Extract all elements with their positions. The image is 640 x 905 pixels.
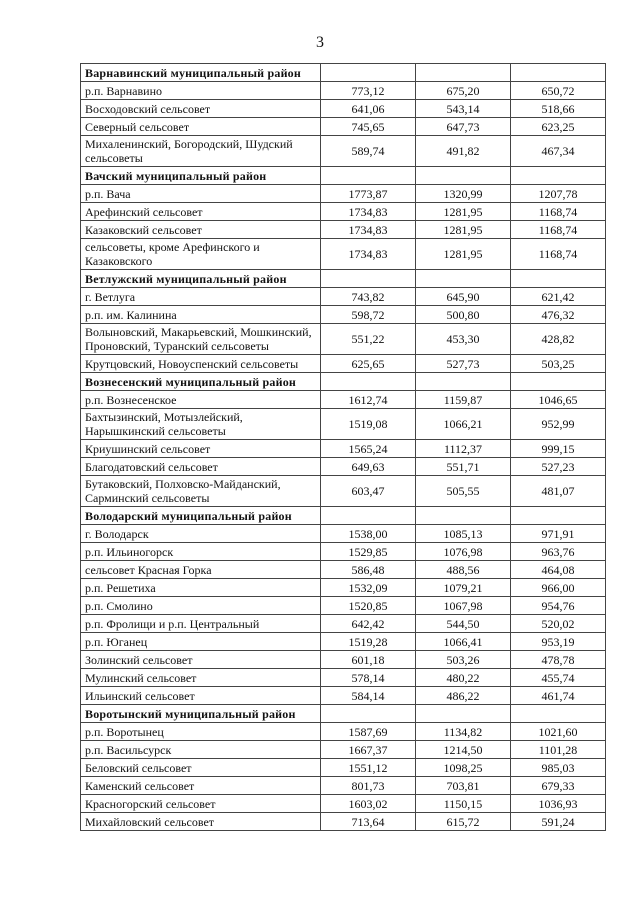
tariff-value-1: 641,06 [321, 100, 416, 118]
tariff-value-1: 586,48 [321, 561, 416, 579]
table-row [81, 306, 606, 324]
tariff-value-1: 743,82 [321, 288, 416, 306]
table-row [81, 409, 606, 440]
tariff-value-2: 1214,50 [416, 741, 511, 759]
tariff-value-3: 1168,74 [511, 221, 606, 239]
tariff-value-3: 476,32 [511, 306, 606, 324]
settlement-name: г. Ветлуга [81, 288, 321, 306]
settlement-name: р.п. Смолино [81, 597, 321, 615]
tariff-value-3: 999,15 [511, 440, 606, 458]
district-name: Варнавинский муниципальный район [81, 64, 321, 82]
tariff-value-1: 1667,37 [321, 741, 416, 759]
tariff-value-3: 1207,78 [511, 185, 606, 203]
empty-cell [321, 507, 416, 525]
settlement-name: р.п. им. Калинина [81, 306, 321, 324]
district-name: Вачский муниципальный район [81, 167, 321, 185]
settlement-name: р.п. Вознесенское [81, 391, 321, 409]
tariff-value-3: 1021,60 [511, 723, 606, 741]
tariff-value-2: 615,72 [416, 813, 511, 831]
empty-cell [321, 270, 416, 288]
tariff-table [80, 63, 606, 831]
table-row [81, 288, 606, 306]
tariff-value-2: 1320,99 [416, 185, 511, 203]
settlement-name: Бутаковский, Полховско-Майданский, Сарминский сельсоветы [81, 476, 321, 507]
tariff-value-3: 1101,28 [511, 741, 606, 759]
settlement-name: Ильинский сельсовет [81, 687, 321, 705]
settlement-name: Крутцовский, Новоуспенский сельсоветы [81, 355, 321, 373]
tariff-value-2: 480,22 [416, 669, 511, 687]
tariff-value-3: 954,76 [511, 597, 606, 615]
settlement-name: Золинский сельсовет [81, 651, 321, 669]
tariff-value-1: 1519,28 [321, 633, 416, 651]
tariff-value-1: 1734,83 [321, 203, 416, 221]
tariff-value-2: 1150,15 [416, 795, 511, 813]
empty-cell [321, 64, 416, 82]
empty-cell [416, 64, 511, 82]
district-header-row [81, 705, 606, 723]
tariff-value-3: 1036,93 [511, 795, 606, 813]
tariff-value-3: 650,72 [511, 82, 606, 100]
table-row [81, 476, 606, 507]
tariff-value-2: 1281,95 [416, 203, 511, 221]
tariff-value-2: 1085,13 [416, 525, 511, 543]
table-row [81, 813, 606, 831]
tariff-value-2: 551,71 [416, 458, 511, 476]
tariff-value-1: 713,64 [321, 813, 416, 831]
settlement-name: р.п. Варнавино [81, 82, 321, 100]
table-row [81, 777, 606, 795]
tariff-value-2: 645,90 [416, 288, 511, 306]
tariff-value-3: 520,02 [511, 615, 606, 633]
tariff-value-3: 467,34 [511, 136, 606, 167]
settlement-name: Северный сельсовет [81, 118, 321, 136]
tariff-value-1: 578,14 [321, 669, 416, 687]
empty-cell [511, 167, 606, 185]
table-row [81, 741, 606, 759]
tariff-value-3: 461,74 [511, 687, 606, 705]
tariff-value-1: 1565,24 [321, 440, 416, 458]
table-row [81, 633, 606, 651]
settlement-name: Бахтызинский, Мотызлейский, Нарышкинский сельсоветы [81, 409, 321, 440]
table-row [81, 185, 606, 203]
settlement-name: Криушинский сельсовет [81, 440, 321, 458]
tariff-value-2: 488,56 [416, 561, 511, 579]
tariff-value-2: 543,14 [416, 100, 511, 118]
empty-cell [416, 507, 511, 525]
tariff-value-2: 675,20 [416, 82, 511, 100]
tariff-value-3: 952,99 [511, 409, 606, 440]
empty-cell [416, 373, 511, 391]
tariff-value-2: 1098,25 [416, 759, 511, 777]
tariff-value-2: 1281,95 [416, 239, 511, 270]
page-number: 3 [316, 34, 324, 51]
tariff-value-2: 1079,21 [416, 579, 511, 597]
tariff-value-2: 505,55 [416, 476, 511, 507]
tariff-value-2: 1134,82 [416, 723, 511, 741]
tariff-value-2: 503,26 [416, 651, 511, 669]
settlement-name: сельсовет Красная Горка [81, 561, 321, 579]
table-row [81, 203, 606, 221]
district-name: Ветлужский муниципальный район [81, 270, 321, 288]
table-row [81, 100, 606, 118]
tariff-value-1: 603,47 [321, 476, 416, 507]
tariff-value-1: 773,12 [321, 82, 416, 100]
empty-cell [321, 705, 416, 723]
empty-cell [321, 167, 416, 185]
empty-cell [511, 64, 606, 82]
district-name: Воротынский муниципальный район [81, 705, 321, 723]
tariff-value-3: 503,25 [511, 355, 606, 373]
tariff-value-1: 1587,69 [321, 723, 416, 741]
tariff-value-1: 1520,85 [321, 597, 416, 615]
table-row [81, 221, 606, 239]
table-row [81, 579, 606, 597]
table-row [81, 561, 606, 579]
district-header-row [81, 373, 606, 391]
tariff-value-2: 453,30 [416, 324, 511, 355]
tariff-value-1: 1734,83 [321, 239, 416, 270]
table-row [81, 759, 606, 777]
empty-cell [416, 270, 511, 288]
tariff-value-1: 1519,08 [321, 409, 416, 440]
tariff-value-2: 1067,98 [416, 597, 511, 615]
tariff-value-1: 1529,85 [321, 543, 416, 561]
settlement-name: Мулинский сельсовет [81, 669, 321, 687]
table-row [81, 687, 606, 705]
tariff-value-3: 591,24 [511, 813, 606, 831]
table-row [81, 118, 606, 136]
table-row [81, 795, 606, 813]
tariff-value-3: 464,08 [511, 561, 606, 579]
tariff-value-3: 455,74 [511, 669, 606, 687]
tariff-value-3: 518,66 [511, 100, 606, 118]
empty-cell [416, 705, 511, 723]
tariff-value-2: 486,22 [416, 687, 511, 705]
tariff-value-3: 1168,74 [511, 203, 606, 221]
empty-cell [511, 507, 606, 525]
tariff-value-2: 1066,21 [416, 409, 511, 440]
tariff-value-3: 478,78 [511, 651, 606, 669]
tariff-value-2: 1281,95 [416, 221, 511, 239]
tariff-value-3: 527,23 [511, 458, 606, 476]
tariff-value-1: 601,18 [321, 651, 416, 669]
tariff-value-3: 1046,65 [511, 391, 606, 409]
tariff-value-1: 1538,00 [321, 525, 416, 543]
tariff-value-2: 1159,87 [416, 391, 511, 409]
tariff-value-3: 679,33 [511, 777, 606, 795]
settlement-name: Красногорский сельсовет [81, 795, 321, 813]
settlement-name: Казаковский сельсовет [81, 221, 321, 239]
tariff-value-1: 1532,09 [321, 579, 416, 597]
tariff-value-1: 551,22 [321, 324, 416, 355]
tariff-value-3: 985,03 [511, 759, 606, 777]
table-row [81, 597, 606, 615]
tariff-value-1: 649,63 [321, 458, 416, 476]
district-name: Володарский муниципальный район [81, 507, 321, 525]
tariff-value-2: 500,80 [416, 306, 511, 324]
settlement-name: р.п. Воротынец [81, 723, 321, 741]
settlement-name: р.п. Решетиха [81, 579, 321, 597]
table-row [81, 615, 606, 633]
tariff-value-3: 966,00 [511, 579, 606, 597]
table-row [81, 324, 606, 355]
tariff-value-3: 623,25 [511, 118, 606, 136]
table-row [81, 355, 606, 373]
tariff-value-3: 971,91 [511, 525, 606, 543]
settlement-name: Михайловский сельсовет [81, 813, 321, 831]
table-row [81, 82, 606, 100]
tariff-value-2: 491,82 [416, 136, 511, 167]
settlement-name: Арефинский сельсовет [81, 203, 321, 221]
settlement-name: г. Володарск [81, 525, 321, 543]
settlement-name: Беловский сельсовет [81, 759, 321, 777]
empty-cell [511, 705, 606, 723]
tariff-value-3: 1168,74 [511, 239, 606, 270]
tariff-table-body [81, 64, 606, 831]
tariff-value-1: 1734,83 [321, 221, 416, 239]
table-row [81, 669, 606, 687]
table-row [81, 136, 606, 167]
settlement-name: сельсоветы, кроме Арефинского и Казаковского [81, 239, 321, 270]
table-row [81, 543, 606, 561]
settlement-name: Волыновский, Макарьевский, Мошкинский, Проновский, Туранский сельсоветы [81, 324, 321, 355]
settlement-name: р.п. Вача [81, 185, 321, 203]
tariff-value-2: 544,50 [416, 615, 511, 633]
tariff-value-1: 642,42 [321, 615, 416, 633]
district-header-row [81, 167, 606, 185]
tariff-value-1: 1773,87 [321, 185, 416, 203]
tariff-value-1: 598,72 [321, 306, 416, 324]
tariff-value-1: 584,14 [321, 687, 416, 705]
settlement-name: Каменский сельсовет [81, 777, 321, 795]
settlement-name: р.п. Фролищи и р.п. Центральный [81, 615, 321, 633]
district-name: Вознесенский муниципальный район [81, 373, 321, 391]
tariff-value-1: 1612,74 [321, 391, 416, 409]
tariff-value-2: 1112,37 [416, 440, 511, 458]
table-row [81, 391, 606, 409]
tariff-value-2: 1066,41 [416, 633, 511, 651]
tariff-value-2: 647,73 [416, 118, 511, 136]
empty-cell [511, 373, 606, 391]
district-header-row [81, 270, 606, 288]
tariff-value-1: 1551,12 [321, 759, 416, 777]
empty-cell [416, 167, 511, 185]
tariff-value-1: 589,74 [321, 136, 416, 167]
table-row [81, 458, 606, 476]
settlement-name: Восходовский сельсовет [81, 100, 321, 118]
settlement-name: Михаленинский, Богородский, Шудский сельсоветы [81, 136, 321, 167]
table-row [81, 651, 606, 669]
table-row [81, 440, 606, 458]
empty-cell [321, 373, 416, 391]
tariff-value-2: 527,73 [416, 355, 511, 373]
tariff-value-3: 621,42 [511, 288, 606, 306]
tariff-value-1: 625,65 [321, 355, 416, 373]
settlement-name: Благодатовский сельсовет [81, 458, 321, 476]
tariff-value-1: 801,73 [321, 777, 416, 795]
table-row [81, 239, 606, 270]
tariff-value-3: 953,19 [511, 633, 606, 651]
tariff-value-3: 963,76 [511, 543, 606, 561]
settlement-name: р.п. Ильиногорск [81, 543, 321, 561]
tariff-value-2: 703,81 [416, 777, 511, 795]
settlement-name: р.п. Юганец [81, 633, 321, 651]
tariff-value-3: 481,07 [511, 476, 606, 507]
district-header-row [81, 507, 606, 525]
table-row [81, 723, 606, 741]
district-header-row [81, 64, 606, 82]
tariff-value-1: 1603,02 [321, 795, 416, 813]
tariff-value-1: 745,65 [321, 118, 416, 136]
settlement-name: р.п. Васильсурск [81, 741, 321, 759]
empty-cell [511, 270, 606, 288]
tariff-value-3: 428,82 [511, 324, 606, 355]
tariff-value-2: 1076,98 [416, 543, 511, 561]
table-row [81, 525, 606, 543]
